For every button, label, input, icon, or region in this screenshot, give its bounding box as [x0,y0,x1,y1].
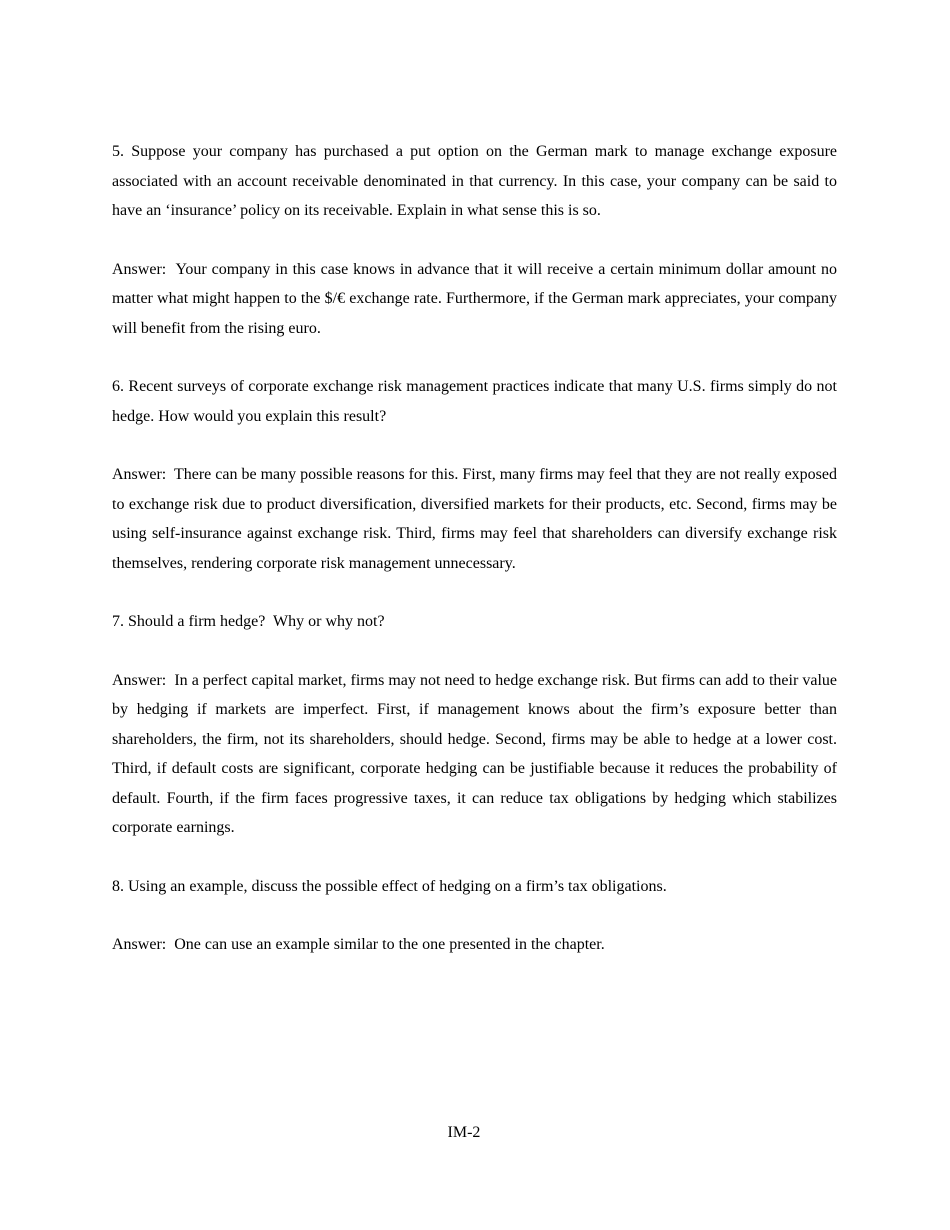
answer-8: Answer: One can use an example similar to the one presented in the chapter. [112,936,605,953]
document-body [112,137,841,989]
question-6: 6. Recent surveys of corporate exchange risk management practices indicate that many U.S. firms simply do not hedge. How would you explain this result? [112,378,841,425]
answer-7: Answer: In a perfect capital market, firms may not need to hedge exchange risk. But firms can add to their value by hedging if markets are imperfect. First, if management knows about the firm’s exposure better than shareholders, the firm, not its shareholders, should hedge. Second, firms may be able to hedge at a lower cost. Third, if default costs are significant, corporate hedging can be justifiable because it reduces the probability of default. Fourth, if the firm faces progressive taxes, it can reduce tax obligations by hedging which stabilizes corporate earnings. [112,671,841,836]
answer-6: Answer: There can be many possible reasons for this. First, many firms may feel that they are not really exposed to exchange risk due to product diversification, diversified markets for their products, etc. Second, firms may be using self-insurance against exchange risk. Third, firms may feel that shareholders can diversify exchange risk themselves, rendering corporate risk management unnecessary. [112,466,841,572]
question-8: 8. Using an example, discuss the possible effect of hedging on a firm’s tax obligations. [112,877,667,895]
answer-5: Answer: Your company in this case knows in advance that it will receive a certain minimum dollar amount no matter what might happen to the $/€ exchange rate. Furthermore, if the German mark appreciates, your company will benefit from the rising euro. [112,260,841,337]
question-7: 7. Should a firm hedge? Why or why not? [112,613,385,630]
question-5: 5. Suppose your company has purchased a put option on the German mark to manage exchange exposure associated with an account receivable denominated in that currency. In this case, your company can be said to have an ‘insurance’ policy on its receivable. Explain in what sense this is so. [112,143,841,219]
page-number-footer: IM-2 [447,1124,481,1141]
